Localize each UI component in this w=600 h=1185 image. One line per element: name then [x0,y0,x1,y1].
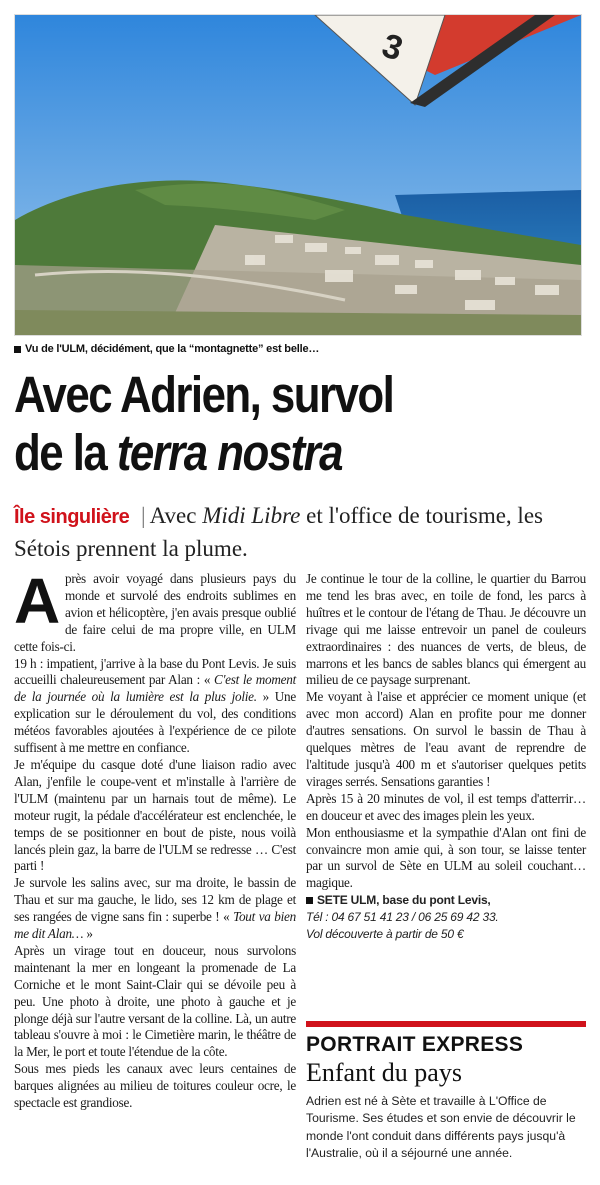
paragraph: Sous mes pieds les canaux avec leurs centaines de barques alignées au milieu de toitures couleur ocre, le spectacle est grandiose. [14,1061,296,1111]
portrait-subtitle: Enfant du pays [306,1058,462,1087]
aerial-photo-illustration [15,15,581,335]
intro-text-2: et l'office de tourisme, les Sétois prennent la plume. [14,503,543,561]
svg-text:3: 3 [377,26,408,69]
info-price: Vol découverte à partir de 50 € [306,927,464,942]
info-name: SETE ULM, base du pont Levis, [317,893,491,908]
aerial-photo [14,14,582,336]
paragraph [14,565,296,656]
paragraph-text: » Une explication sur le déroulement du vol, des conditions météos favorables ajoutées à l'expérience de ce pilote suffisent à me mettre en confiance. [14,689,296,756]
paragraph [14,656,296,757]
paragraph-text: 19 h : impatient, j'arrive à la base du Pont Levis. Je suis accueilli chaleureusement par Alan : « [14,655,296,688]
drop-cap: A [14,565,60,637]
paragraph-text: près avoir voyagé dans plusieurs pays du monde et survolé des endroits sublimes en avion et hélicoptère, j'en avais presque oublié de faire celui de ma propre ville, en ULM cette fois-ci. [14,571,296,654]
square-bullet-icon [14,346,21,353]
caption-text: Vu de l'ULM, décidément, que la “montagnette” est belle… [25,343,320,355]
paragraph: Après un virage tout en douceur, nous survolons maintenant la mer en longeant la promenade de La Corniche et le mont Saint-Clair qui se dévoile peu à peu. Une photo à droite, une photo à gauche et je plonge déjà sur l'autre versant de la colline. Là, un autre tableau s'ouvre à moi : le Cimetière marin, le théâtre de la Mer, le port et toute l'étendue de la côte. [14,942,296,1060]
headline-line1: Avec Adrien, survol [14,366,394,423]
info-box [306,892,586,943]
paragraph [14,875,296,943]
portrait-express [306,1021,586,1163]
article-column-left [14,565,296,1112]
paragraph: Je m'équipe du casque doté d'une liaison radio avec Alan, j'enfile le coupe-vent et m'installe à l'arrière de l'ULM (maintenu par un harnais tout de même). Le moteur rugit, la pédale d'accélérateur est enclenchée, le temps de se positionner en bout de piste, nous voilà lancés plein gaz, la barre de l'ULM se redresse … C'est parti ! [14,756,296,874]
paragraph: Mon enthousiasme et la sympathie d'Alan ont fini de convaincre mon amie qui, à son tour, se laisse tenter par un survol de Sète en ULM au soleil couchant… magique. [306,824,586,891]
article-column-right [306,571,586,943]
quote: C'est le moment de la journée où la lumière est la plus jolie. [14,672,296,705]
intro-text-1: Avec [149,503,203,528]
intro [14,500,594,565]
headline-line2b: terra nostra [116,424,343,481]
kicker-separator: | [141,503,146,528]
headline-line2a: de la [14,424,117,481]
paragraph: Après 15 à 20 minutes de vol, il est temps d'atterrir… en douceur et avec des images plein les yeux. [306,790,586,823]
paragraph: Me voyant à l'aise et apprécier ce moment unique (et avec mon accord) Alan en profite pour me donner d'autres sensations. On survol le bassin de Thau à quelques mètres de l'eau avant de reprendre de l'altitude jusqu'à 400 m et s'autoriser quelques petits virages serrés. Sensations garanties ! [306,689,586,789]
headline [14,366,509,482]
paragraph: Je continue le tour de la colline, le quartier du Barrou me tend les bras avec, en toile de fond, les parcs à huîtres et le contour de l'étang de Thau. Je découvre un rivage qui me laisse entrevoir un panel de couleurs extraordinaires : des nuances de verts, de bleus, de marrons et les bancs de sables blancs qui émergent au milieu de ce paysage surprenant. [306,571,586,688]
kicker: Île singulière [14,506,130,528]
info-phone: Tél : 04 67 51 41 23 / 06 25 69 42 33. [306,910,499,925]
intro-publication: Midi Libre [202,503,301,528]
paragraph-text: » [83,926,93,942]
portrait-text: Adrien est né à Sète et travaille à L'Office de Tourisme. Ses études et son envie de découvrir le monde l'ont conduit dans différents pays jusqu'à l'Australie, où il a séjourné une année. [306,1094,576,1161]
paragraph-text: Je survole les salins avec, sur ma droite, le bassin de Thau et sur ma gauche, le lido, ses 12 km de plage et ses rangées de vigne sans fin : superbe ! « [14,875,296,925]
square-bullet-icon [306,897,313,904]
photo-caption [14,343,584,355]
red-divider [306,1021,586,1027]
portrait-title: PORTRAIT EXPRESS [306,1033,524,1056]
quote: Tout va bien me dit Alan… [14,909,296,942]
